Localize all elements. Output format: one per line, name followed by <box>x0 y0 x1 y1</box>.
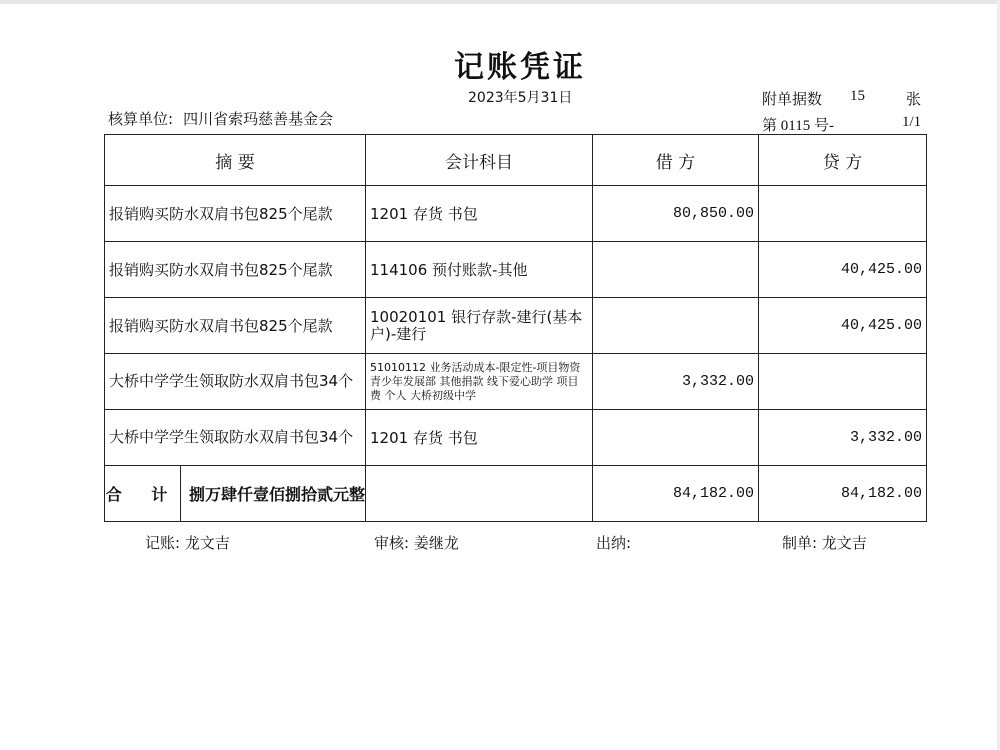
header-debit: 借 方 <box>593 135 759 186</box>
entry-summary: 大桥中学学生领取防水双肩书包34个 <box>105 410 366 466</box>
entry-credit: 3,332.00 <box>759 410 927 466</box>
accounting-unit <box>108 108 333 129</box>
total-in-words: 捌万肆仟壹佰捌拾贰元整 <box>188 485 365 504</box>
table-row <box>105 410 927 466</box>
entry-summary: 报销购买防水双肩书包825个尾款 <box>105 242 366 298</box>
entry-credit: 40,425.00 <box>759 242 927 298</box>
entry-summary: 大桥中学学生领取防水双肩书包34个 <box>105 354 366 410</box>
entry-credit <box>759 186 927 242</box>
total-credit: 84,182.00 <box>759 466 927 522</box>
total-row <box>105 466 927 522</box>
voucher-no-text: 第 0115 号- <box>762 118 834 134</box>
entry-summary: 报销购买防水双肩书包825个尾款 <box>105 298 366 354</box>
table-header-row <box>105 135 927 186</box>
header-summary: 摘 要 <box>105 135 366 186</box>
voucher-table <box>104 134 927 522</box>
table-row <box>105 298 927 354</box>
table-row <box>105 242 927 298</box>
voucher-number <box>762 114 922 135</box>
voucher-title: 记账凭证 <box>454 50 586 85</box>
entry-account: 114106 预付账款-其他 <box>366 242 593 298</box>
attachments-info <box>762 88 922 109</box>
entry-debit <box>593 410 759 466</box>
unit-label: 核算单位: <box>108 110 174 128</box>
header-credit: 贷 方 <box>759 135 927 186</box>
cashier-signature: 出纳: <box>596 534 632 552</box>
entry-debit <box>593 298 759 354</box>
voucher-date: 2023年5月31日 <box>468 90 573 106</box>
entry-account: 10020101 银行存款-建行(基本户)-建行 <box>366 298 593 354</box>
total-debit: 84,182.00 <box>593 466 759 522</box>
attachments-count: 15 <box>850 88 865 104</box>
entry-credit: 40,425.00 <box>759 298 927 354</box>
table-row <box>105 354 927 410</box>
entry-account: 51010112 业务活动成本-限定性-项目物资 青少年发展部 其他捐款 线下爱心助学 项目费 个人 大桥初级中学 <box>366 354 593 410</box>
voucher-page: 1/1 <box>902 114 922 130</box>
entry-debit: 80,850.00 <box>593 186 759 242</box>
table-row <box>105 186 927 242</box>
attachments-unit: 张 <box>906 90 922 108</box>
entry-summary: 报销购买防水双肩书包825个尾款 <box>105 186 366 242</box>
header-account: 会计科目 <box>366 135 593 186</box>
bookkeeper-signature: 记账: 龙文吉 <box>145 534 230 552</box>
entry-credit <box>759 354 927 410</box>
attachments-label: 附单据数 <box>762 90 823 108</box>
scan-edge <box>0 0 1000 4</box>
total-label: 合 计 <box>105 466 181 521</box>
entry-account: 1201 存货 书包 <box>366 186 593 242</box>
reviewer-signature: 审核: 姜继龙 <box>374 534 459 552</box>
total-account-blank <box>366 466 593 522</box>
unit-name: 四川省索玛慈善基金会 <box>183 110 334 128</box>
entry-account: 1201 存货 书包 <box>366 410 593 466</box>
preparer-signature: 制单: 龙文吉 <box>782 534 867 552</box>
total-cell <box>105 466 366 522</box>
entry-debit <box>593 242 759 298</box>
entry-debit: 3,332.00 <box>593 354 759 410</box>
